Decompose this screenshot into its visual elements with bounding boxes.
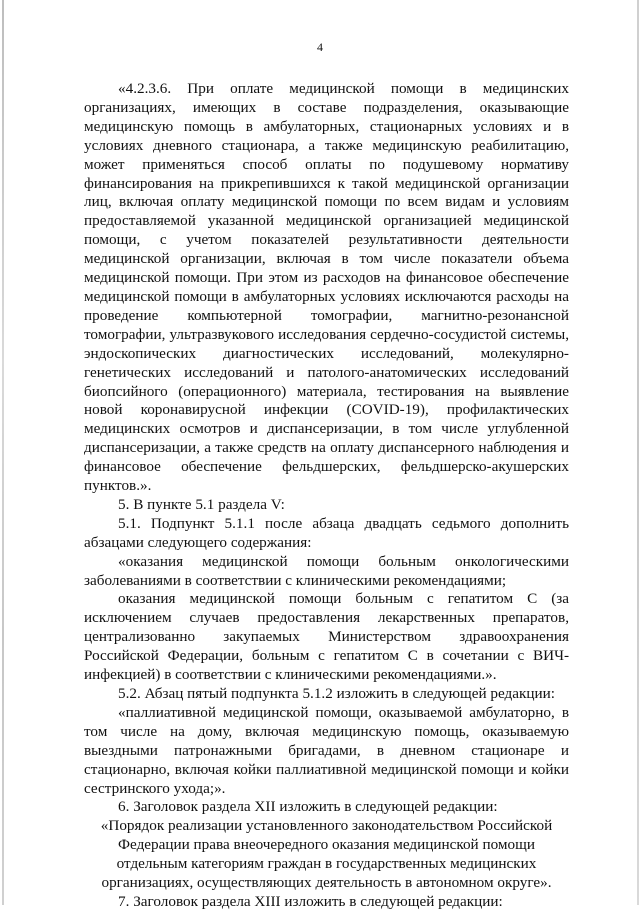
paragraph-item-5-1: 5.1. Подпункт 5.1.1 после абзаца двадцать седьмого дополнить абзацами следующего содержания:: [84, 514, 569, 551]
paragraph-item-7: 7. Заголовок раздела XIII изложить в следующей редакции:: [118, 892, 503, 910]
document-body: [84, 80, 569, 912]
paragraph-oncology: «оказания медицинской помощи больным онкологическими заболеваниями в соответствии с клиническими рекомендациями;: [84, 552, 569, 589]
paragraph-hepatitis: оказания медицинской помощи больным с гепатитом С (за исключением случаев предоставления лекарственных препаратов, централизованно закупаемых Министерством здравоохранения Российской Федерации, больным с гепатитом С в сочетании с ВИЧ-инфекцией) в соответствии с клиническими рекомендациями.».: [84, 590, 569, 684]
paragraph-item-6: 6. Заголовок раздела XII изложить в следующей редакции:: [118, 798, 498, 816]
paragraph-item-5-2: 5.2. Абзац пятый подпункта 5.1.2 изложить в следующей редакции:: [118, 685, 555, 702]
paragraph-4-2-3-6: «4.2.3.6. При оплате медицинской помощи в медицинских организациях, имеющих в составе подразделения, оказывающие медицинскую помощь в амбулаторных, стационарных условиях и в условиях дневного стационара, а также медицинскую реабилитацию, может применяться способ оплаты по подушевому нормативу финансирования на прикрепившихся к такой медицинской организации лиц, включая оплату медицинской помощи по всем видам и условиям предоставляемой указанной медицинской организацией медицинской помощи, с учетом показателей результативности деятельности медицинской организации, включая в том числе показатели объема медицинской помощи. При этом из расходов на финансовое обеспечение медицинской помощи в амбулаторных условиях исключаются расходы на проведение компьютерной томографии, магнитно-резонансной томографии, ультразвукового исследования сердечно-сосудистой системы, эндоскопических диагностических исследований, молекулярно-генетических исследований и патолого-анатомических исследований биопсийного (операционного) материала, тестирования на выявление новой коронавирусной инфекции (COVID-19), профилактических медицинских осмотров и диспансеризации, в том числе углубленной диспансеризации, а также средств на оплату диспансерного наблюдения и финансовое обеспечение фельдшерских, фельдшерско-акушерских пунктов.».: [84, 80, 569, 495]
section-xii-title: «Порядок реализации установленного законодательством Российской Федерации права внеочередного оказания медицинской помощи отдельным категориям граждан в государственных медицинских организациях, осуществляющих деятельность в автономном округе».: [100, 817, 553, 892]
scan-edge-right: [637, 0, 639, 905]
page-number: 4: [317, 40, 323, 54]
paragraph-palliative: «паллиативной медицинской помощи, оказываемой амбулаторно, в том числе на дому, включая медицинскую помощь, оказываемую выездными патронажными бригадами, в дневном стационаре и стационарно, включая койки паллиативной медицинской помощи и койки сестринского ухода;».: [84, 703, 569, 797]
scan-edge-left: [2, 0, 4, 905]
paragraph-item-5: 5. В пункте 5.1 раздела V:: [118, 495, 285, 513]
